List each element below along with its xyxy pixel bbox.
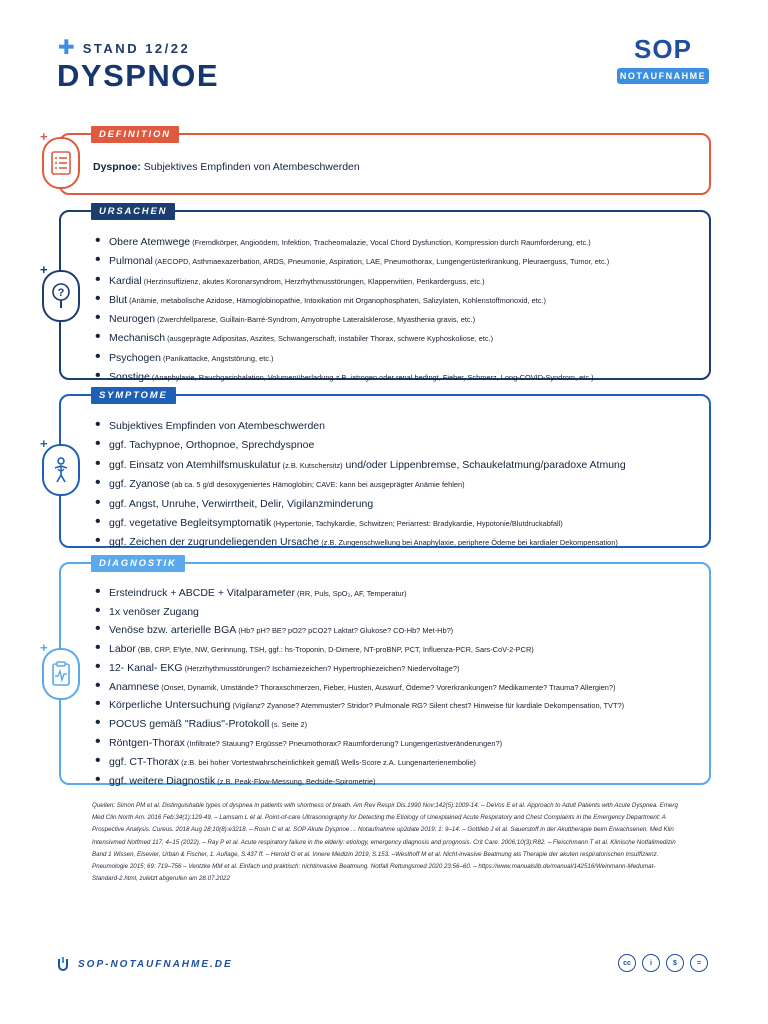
ursachen-item <box>95 251 609 270</box>
ursachen-item-main: Psychogen <box>109 351 161 364</box>
symptome-item-main: Subjektives Empfinden von Atembeschwerden <box>109 420 325 432</box>
symptome-item-main: ggf. Einsatz von Atemhilfsmuskulatur <box>109 458 281 471</box>
definition-body: Subjektives Empfinden von Atembeschwerden <box>140 161 360 173</box>
ursachen-item-main: Pulmonal <box>109 255 153 268</box>
diagnostik-section <box>40 558 711 788</box>
ursachen-item <box>95 290 609 309</box>
clipboard-ecg-icon: + <box>42 648 80 700</box>
diagnostik-item <box>95 772 624 791</box>
plus-icon: ✚ <box>58 37 75 59</box>
symptome-item-main: ggf. Tachypnoe, Orthopnoe, Sprechdyspnoe <box>109 439 315 452</box>
symptome-item-detail: (Hypertonie, Tachykardie, Schwitzen; Periarrest: Bradykardie, Hypotonie/Blutdruckabfall) <box>271 519 563 529</box>
ursachen-item-main: Blut <box>109 293 128 306</box>
ursachen-item-detail: (Zwerchfellparese, Guillain-Barré-Syndrom, Amyotrophe Lateralsklerose, Myasthenia gravis, etc.) <box>155 315 476 325</box>
ursachen-item-detail: (Panikattacke, Angststörung, etc.) <box>160 353 274 363</box>
ursachen-item-main: Sonstige <box>109 371 150 384</box>
sop-mark-icon <box>56 956 70 972</box>
stand-text: STAND 12/22 <box>82 40 191 56</box>
ursachen-item-main: Obere Atemwege <box>109 236 191 248</box>
sources-text: Quellen: Simon PM et al. Distinguishable types of dyspnea in patients with shortness of breath. Am Rev Respir Dis.1990 Nov;142(5):1009-14. – DeVos E et al. Approach to Adult Patients with Acute Dyspnea. Emerg Med Clin North Am. 2016 Feb;34(1):129-49. – Lamsam L et al. Point-of-care Ultrasonography for Detecting the Etiology of Unexplained Acute Respiratory and Chest Complaints in the Emergency Department: A Prospective Analysis. Cureus. 2018 Aug 28;10(8):e3218. – Rosin C et al. SOP Akute Dyspnoe ... Notaufnahme up2date 2019; 1: 9–14. – Gottlieb J et al. Sauerstoff in der Akuttherapie beim Erwachsenen. Med Klin Intensivmed Notfmed 117, 4–15 (2022). – Ray P et al. Acute respiratory failure in the elderly: etiology, emergency diagnosis and prognosis. Crit Care. 2006;10(3):R82. – Fleischmann T et al. Klinische Notfallmedizin Band 1 Wissen, Elsevier, Urban & Fischer, 1. Auflage, S.437 ff. – Herold G et al. Innere Medizin 2019, S.153. –Westhoff M et al. Nicht-invasive Beatmung als Therapie der akuten respiratorischen Insuffizienz. Pneumologie 2015; 69: 719–756 – Ventzke MM et al. Einfach und praktisch: nichtinvasive Beatmung. Notfall Rettungsmed 2020 23:56–60. – https://www.manualslib.de/manual/142516/Weinmann-Medumat-Standard-2.html, zuletzt abgerufen am 28.07.2022 <box>92 802 678 883</box>
diagnostik-item-detail: (Hb? pH? BE? pO2? pCO2? Laktat? Glukose? CO-Hb? Met-Hb?) <box>236 625 454 635</box>
diagnostik-item-main: POCUS gemäß "Radius"-Protokoll <box>109 718 270 731</box>
ursachen-item-detail: (ausgeprägte Adipositas, Aszites, Schwangerschaft, instabiler Thorax, schwere Kyphoskoliose, etc.) <box>165 334 494 344</box>
diagnostik-item-detail: (z.B. bei hoher Vortestwahrscheinlichkeit gemäß Wells-Score z.A. Lungenarterienembolie) <box>179 758 476 768</box>
symptome-item <box>95 455 626 474</box>
nc-icon: $ <box>666 954 684 972</box>
cc-icon: cc <box>618 954 636 972</box>
symptome-item-main: ggf. Zyanose <box>109 478 170 491</box>
footer-link[interactable] <box>56 956 233 972</box>
ursachen-item-detail: (Anämie, metabolische Azidose, Hämoglobinopathie, Intoxikation mit Organophosphaten, Salizylaten, Kohlenstoffmonoxid, etc.) <box>127 295 546 305</box>
diagnostik-item-detail: (Onset, Dynamik, Umstände? Thoraxschmerzen, Fieber, Husten, Auswurf, Ödeme? Vorerkrankungen? Medikamente? Trauma? Allergien?) <box>159 682 616 692</box>
diagnostik-item-main: Labor <box>109 642 136 655</box>
ursachen-item-detail: (Anaphylaxie, Rauchgasinhalation, Volumenüberladung z.B. iatrogen oder renal bedingt, Fieber, Schmerz, Long-COVID-Syndrom, etc.) <box>149 373 594 383</box>
ursachen-section <box>40 206 711 384</box>
license-icons <box>618 954 708 972</box>
ursachen-item <box>95 348 609 367</box>
ursachen-item-detail: (Fremdkörper, Angioödem, Infektion, Tracheomalazie, Vocal Chord Dysfunction, Kompression durch Raumforderung, etc.) <box>190 238 591 247</box>
diagnostik-item <box>95 678 624 697</box>
question-search-icon: + ? <box>42 270 80 322</box>
symptome-item <box>95 513 626 532</box>
sop-logo <box>617 36 709 84</box>
ursachen-item-detail: (Herzinsuffizienz, akutes Koronarsyndrom, Herzrhythmusstörungen, Klappenvitien, Perikarderguss, etc.) <box>141 276 485 286</box>
diagnostik-list <box>95 584 624 791</box>
symptome-item-detail: (z.B. Kutschersitz) <box>280 460 343 470</box>
symptome-item-detail: (ab ca. 5 g/dl desoxygeniertes Hämoglobin; CAVE: kann bei ausgeprägter Anämie fehlen) <box>169 480 465 490</box>
ursachen-item <box>95 271 609 290</box>
symptome-item-main: ggf. vegetative Begleitsymptomatik <box>109 517 272 530</box>
diagnostik-item-main: Anamnese <box>109 680 160 693</box>
ursachen-item <box>95 367 609 386</box>
nd-icon: = <box>690 954 708 972</box>
diagnostik-item-main: Ersteindruck + ABCDE + Vitalparameter <box>109 587 295 599</box>
version-label <box>58 38 190 58</box>
ursachen-item <box>95 232 609 251</box>
symptome-item <box>95 532 626 551</box>
diagnostik-item-main: Röntgen-Thorax <box>109 737 185 750</box>
diagnostik-item <box>95 753 624 772</box>
diagnostik-item <box>95 696 624 715</box>
ursachen-item-main: Kardial <box>109 274 142 287</box>
definition-section <box>40 129 711 195</box>
symptome-item <box>95 416 626 435</box>
page-title: DYSPNOE <box>57 58 220 93</box>
diagnostik-item-detail: (z.B. Peak-Flow-Messung, Bedside-Spirometrie) <box>215 777 376 787</box>
logo-word: SOP <box>634 34 692 64</box>
footer-url[interactable]: SOP-NOTAUFNAHME.DE <box>78 958 233 970</box>
diagnostik-item-detail: (Infiltrate? Stauung? Ergüsse? Pneumothorax? Raumforderung? Lungengerüstveränderungen?) <box>184 739 503 749</box>
ursachen-item <box>95 328 609 347</box>
diagnostik-item-main: 1x venöser Zugang <box>109 605 199 618</box>
diagnostik-item <box>95 584 624 603</box>
definition-term: Dyspnoe: <box>93 161 141 173</box>
diagnostik-item-detail: (RR, Puls, SpO₂, AF, Temperatur) <box>294 589 407 598</box>
diagnostik-item-detail: (BB, CRP, E'lyte, NW, Gerinnung, TSH, ggf.: hs-Troponin, D-Dimere, NT-proBNP, PCT, Influenza-PCR, Sars-CoV-2-PCR) <box>135 644 534 654</box>
diagnostik-tag: DIAGNOSTIK <box>91 555 185 572</box>
ursachen-item-detail: (AECOPD, Asthmaexazerbation, ARDS, Pneumonie, Aspiration, LAE, Pneumothorax, Lungengerüsterkrankung, Pleuraerguss, Tumor, etc.) <box>152 257 610 267</box>
checklist-icon: + <box>42 137 80 189</box>
diagnostik-item-detail: (Vigilanz? Zyanose? Atemmuster? Stridor? Pulmonale RG? Silent chest? Hinweise für kardiale Dekompensation, TVT?) <box>230 701 625 711</box>
symptome-item-main: ggf. Zeichen der zugrundeliegenden Ursache <box>109 536 320 549</box>
diagnostik-item-main: ggf. CT-Thorax <box>109 756 180 769</box>
diagnostik-item-main: Venöse bzw. arterielle BGA <box>109 623 237 636</box>
symptome-tag: SYMPTOME <box>91 387 176 404</box>
diagnostik-item <box>95 621 624 640</box>
ursachen-item-main: Mechanisch <box>109 332 166 345</box>
diagnostik-item <box>95 734 624 753</box>
svg-text:?: ? <box>57 287 65 299</box>
symptome-item-detail: (z.B. Zungenschwellung bei Anaphylaxie, periphere Ödeme bei kardialer Dekompensation) <box>319 538 618 548</box>
diagnostik-item-detail: (s. Seite 2) <box>269 720 308 730</box>
symptome-section <box>40 390 711 549</box>
diagnostik-item <box>95 603 624 621</box>
symptome-item <box>95 474 626 493</box>
symptome-item <box>95 494 626 513</box>
ursachen-item <box>95 309 609 328</box>
ursachen-tag: URSACHEN <box>91 203 175 220</box>
diagnostik-item <box>95 640 624 659</box>
diagnostik-item-main: 12- Kanal- EKG <box>109 661 183 674</box>
definition-tag: DEFINITION <box>91 126 179 143</box>
definition-text <box>93 161 360 173</box>
symptome-item <box>95 435 626 454</box>
person-breathing-icon: + <box>42 444 80 496</box>
diagnostik-item-main: Körperliche Untersuchung <box>109 699 231 712</box>
diagnostik-item <box>95 715 624 734</box>
diagnostik-item-main: ggf. weitere Diagnostik <box>109 775 216 788</box>
by-icon: i <box>642 954 660 972</box>
logo-badge: NOTAUFNAHME <box>617 68 709 84</box>
symptome-list <box>95 416 626 552</box>
ursachen-list <box>95 232 609 386</box>
diagnostik-item <box>95 659 624 678</box>
ursachen-item-main: Neurogen <box>109 313 156 326</box>
symptome-item-main-cont: und/oder Lippenbremse, Schaukelatmung/paradoxe Atmung <box>342 458 626 471</box>
symptome-item-main: ggf. Angst, Unruhe, Verwirrtheit, Delir, Vigilanzminderung <box>109 497 374 510</box>
diagnostik-item-detail: (Herzrhythmusstörungen? Ischämiezeichen? Hypertrophiezeichen? Niedervoltage?) <box>182 663 460 673</box>
